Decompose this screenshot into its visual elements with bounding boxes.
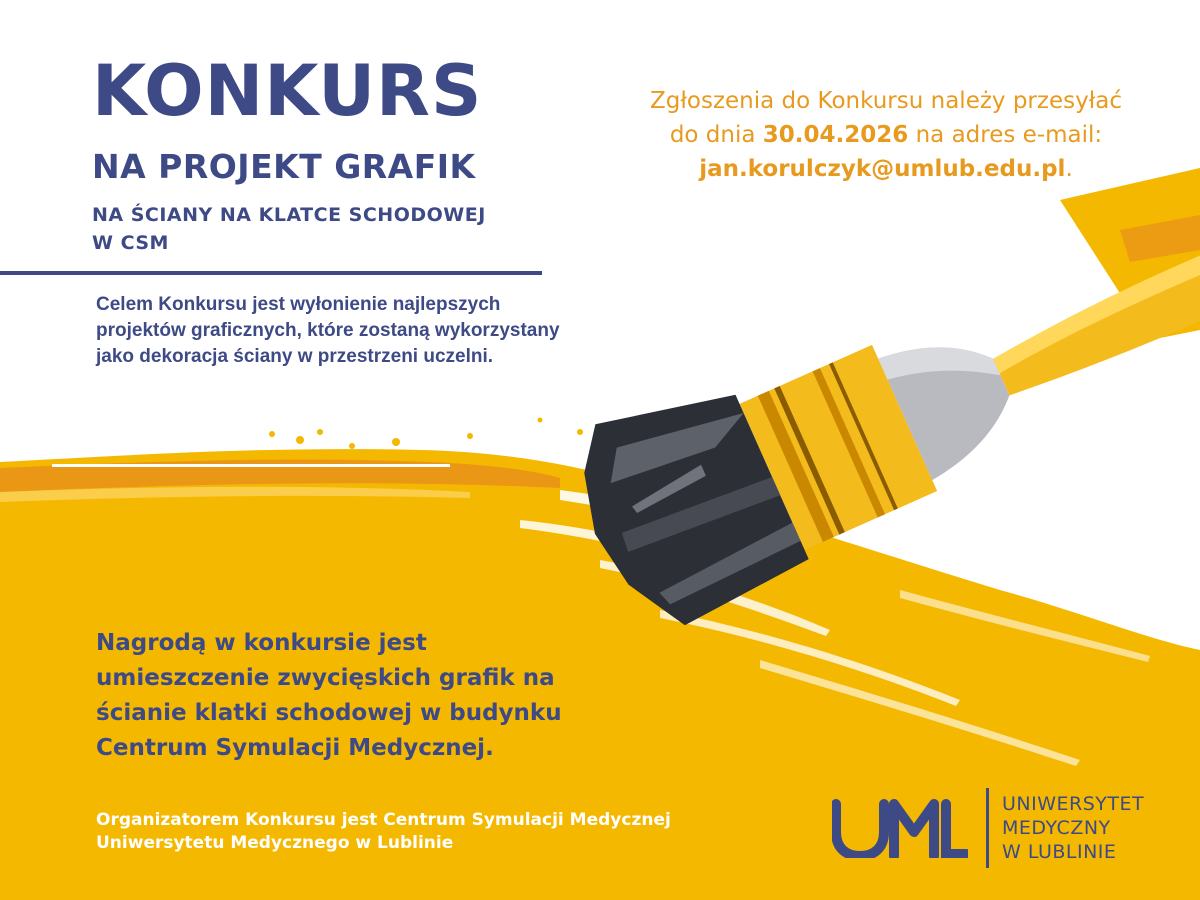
- prize-paragraph: Nagrodą w konkursie jest umieszczenie zwycięskich grafik na ścianie klatki schodowej w budynku Centrum Symulacji Medycznej.: [96, 630, 562, 761]
- title-divider: [0, 271, 542, 275]
- university-name-line-1: UNIWERSYTET: [1002, 793, 1145, 815]
- deadline-date: 30.04.2026: [762, 122, 909, 148]
- poster-subtitle: NA PROJEKT GRAFIK: [92, 147, 476, 186]
- logo-divider: [986, 788, 989, 868]
- university-logo: [832, 788, 1172, 872]
- poster-title: KONKURS: [92, 50, 483, 132]
- deadline-middle: na adres e-mail:: [908, 122, 1103, 148]
- goal-paragraph: Celem Konkursu jest wyłonienie najlepszych projektów graficznych, które zostaną wykorzystany jako dekoracja ściany w przestrzeni uczelni.: [96, 294, 560, 367]
- organizer-line-1: Organizatorem Konkursu jest Centrum Symulacji Medycznej: [96, 810, 671, 830]
- deadline-intro: Zgłoszenia do Konkursu należy przesyłać do dnia: [650, 88, 1122, 148]
- university-name-line-2: MEDYCZNY: [1002, 817, 1111, 839]
- university-name-line-3: W LUBLINIE: [1002, 841, 1117, 863]
- deadline-end: .: [1065, 156, 1073, 182]
- white-divider: [52, 464, 450, 467]
- uml-logo-icon: [832, 798, 968, 858]
- organizer-line-2: Uniwersytetu Medycznego w Lublinie: [96, 833, 454, 853]
- poster-subtitle-2: NA ŚCIANY NA KLATCE SCHODOWEJ W CSM: [92, 204, 486, 254]
- university-name: [1002, 792, 1144, 864]
- deadline-paragraph: [636, 84, 1136, 186]
- contact-email-link[interactable]: jan.korulczyk@umlub.edu.pl: [699, 156, 1066, 182]
- organizer-text: [96, 809, 736, 855]
